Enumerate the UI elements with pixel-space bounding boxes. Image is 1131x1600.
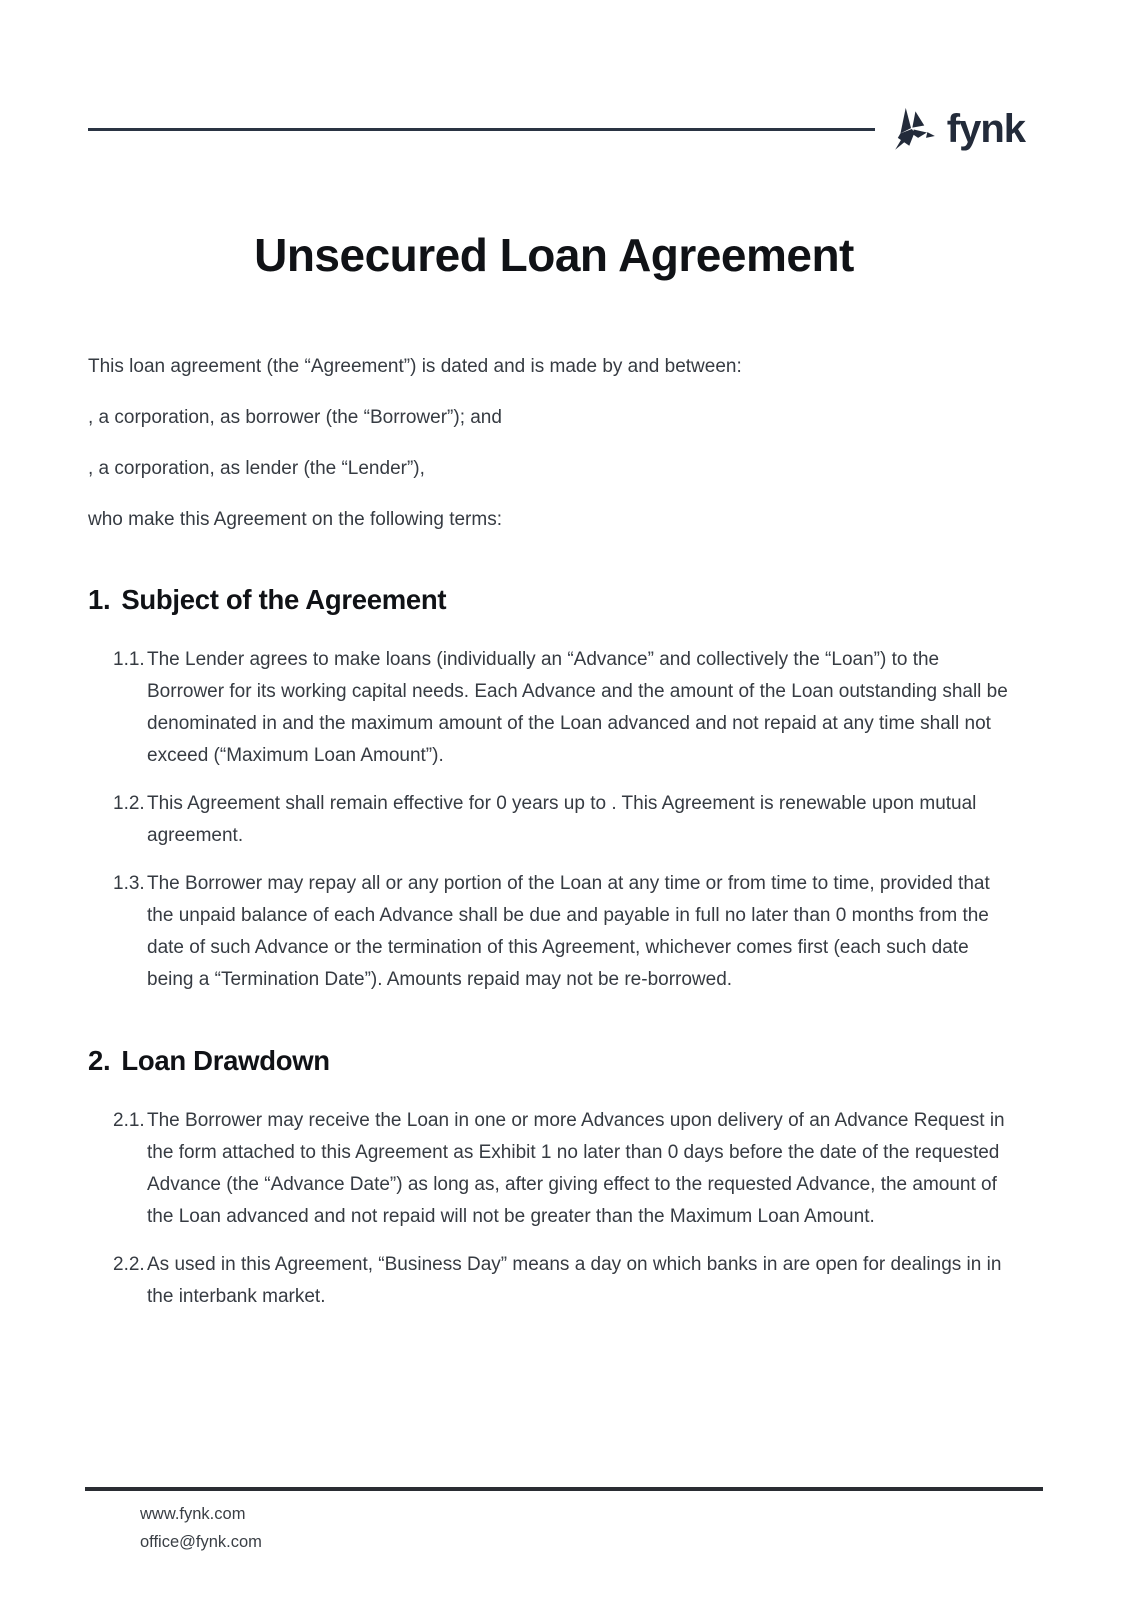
clause-number: 1.2. [113, 793, 145, 815]
section-1-heading [88, 583, 1020, 616]
clause-number: 2.1. [113, 1110, 145, 1132]
clause-1-1 [88, 644, 1020, 772]
clause-text: The Lender agrees to make loans (individually an “Advance” and collectively the “Loan”) to the Borrower for its working capital needs. Each Advance and the amount of the Loan outstanding shall be denominated in and the maximum amount of the Loan advanced and not repaid at any time shall not exceed (“Maximum Loan Amount”). [147, 649, 1008, 767]
intro-paragraph-1: This loan agreement (the “Agreement”) is dated and is made by and between: [88, 356, 742, 378]
intro-paragraph-3: , a corporation, as lender (the “Lender”), [88, 458, 425, 480]
document-content [88, 0, 1020, 1329]
section-2-heading [88, 1044, 1020, 1077]
section-1-number: 1. [88, 584, 111, 616]
clause-text: This Agreement shall remain effective for 0 years up to . This Agreement is renewable upon mutual agreement. [147, 793, 977, 847]
clause-number: 1.1. [113, 649, 145, 671]
fynk-logo-text: fynk [946, 107, 1025, 151]
clause-text: As used in this Agreement, “Business Day” means a day on which banks in are open for dealings in in the interbank market. [147, 1254, 1002, 1308]
clause-text: The Borrower may repay all or any portion of the Loan at any time or from time to time, provided that the unpaid balance of each Advance shall be due and payable in full no later than 0 months from the date of such Advance or the termination of this Agreement, whichever comes first (each such date being a “Termination Date”). Amounts repaid may not be re-borrowed. [147, 873, 990, 991]
section-subject-of-agreement [88, 583, 1020, 996]
clause-number: 2.2. [113, 1254, 145, 1276]
section-loan-drawdown [88, 1044, 1020, 1313]
clause-1-2 [88, 788, 1020, 852]
intro-block [88, 351, 1020, 535]
footer-website: www.fynk.com [140, 1505, 246, 1523]
clause-number: 1.3. [113, 873, 145, 895]
section-2-title: Loan Drawdown [121, 1045, 330, 1077]
footer-email: office@fynk.com [140, 1533, 262, 1551]
clause-2-2 [88, 1249, 1020, 1313]
intro-paragraph-2: , a corporation, as borrower (the “Borrower”); and [88, 407, 502, 429]
section-2-number: 2. [88, 1045, 111, 1077]
clause-text: The Borrower may receive the Loan in one or more Advances upon delivery of an Advance Request in the form attached to this Agreement as Exhibit 1 no later than 0 days before the date of the requested Advance (the “Advance Date”) as long as, after giving effect to the requested Advance, the amount of the Loan advanced and not repaid will not be greater than the Maximum Loan Amount. [147, 1110, 1005, 1228]
intro-paragraph-4: who make this Agreement on the following terms: [88, 509, 502, 531]
clause-1-3 [88, 868, 1020, 996]
clause-2-1 [88, 1105, 1020, 1233]
document-title: Unsecured Loan Agreement [254, 229, 854, 281]
section-1-title: Subject of the Agreement [121, 584, 447, 616]
page-footer [85, 1487, 1043, 1556]
